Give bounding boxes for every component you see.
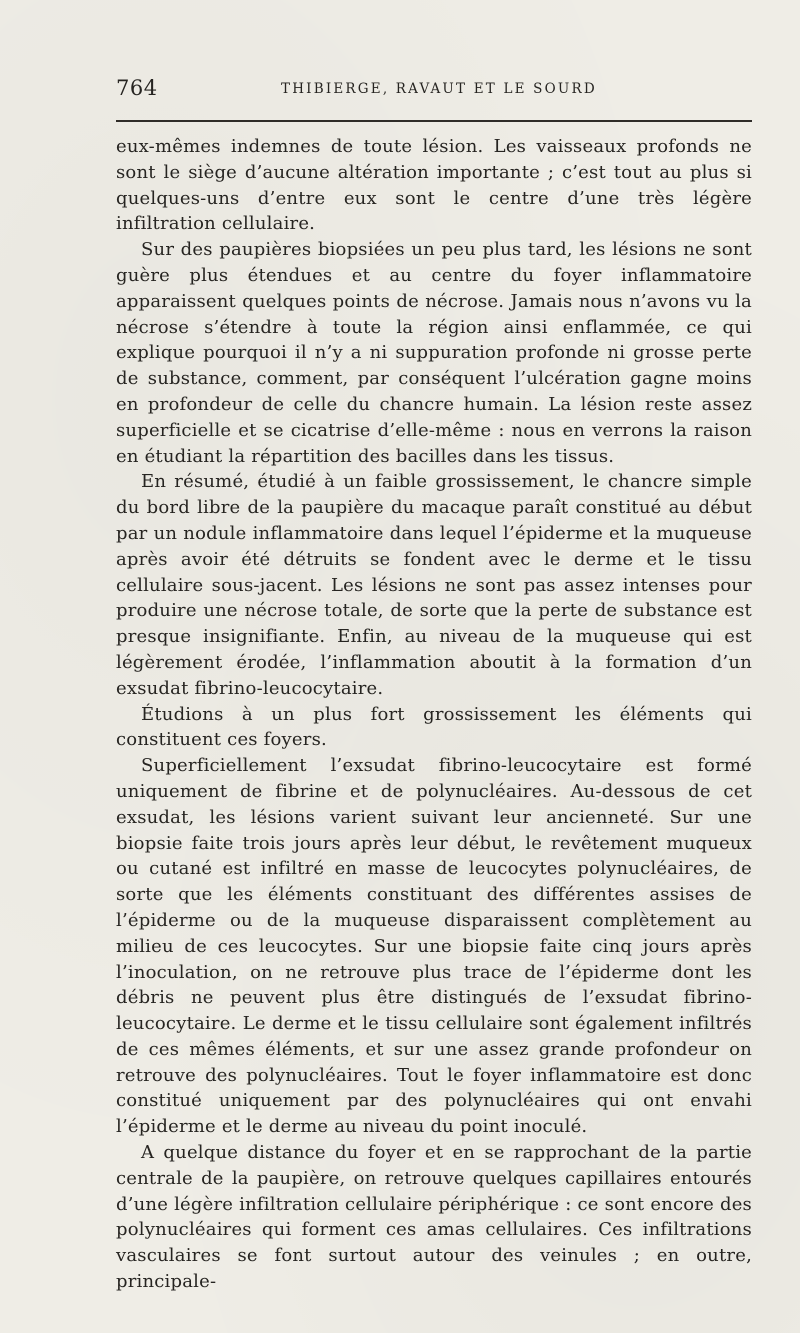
body-text — [116, 134, 752, 1295]
paragraph: En résumé, étudié à un faible grossissement, le chancre simple du bord libre de la paupière du macaque paraît constitué au début par un nodule inflammatoire dans lequel l’épiderme et la muqueuse après avoir été détruits se fondent avec le derme et le tissu cellulaire sous-jacent. Les lésions ne sont pas assez intenses pour produire une nécrose totale, de sorte que la perte de substance est presque insignifiante. Enfin, au niveau de la muqueuse qui est légèrement érodée, l’inflammation aboutit à la formation d’un exsudat fibrino-leucocytaire. — [116, 471, 752, 699]
paragraph: Superficiellement l’exsudat fibrino-leucocytaire est formé uniquement de fibrine et de polynucléaires. Au-dessous de cet exsudat, les lésions varient suivant leur ancienneté. Sur une biopsie faite trois jours après leur début, le revêtement muqueux ou cutané est infiltré en masse de leucocytes polynucléaires, de sorte que les éléments constituant des différentes assises de l’épiderme ou de la muqueuse disparaissent complètement au milieu de ces leucocytes. Sur une biopsie faite cinq jours après l’inoculation, on ne retrouve plus trace de l’épiderme dont les débris ne peuvent plus être distingués de l’exsudat fibrino-leucocytaire. Le derme et le tissu cellulaire sont également infiltrés de ces mêmes éléments, et sur une assez grande profondeur on retrouve des polynucléaires. Tout le foyer inflammatoire est donc constitué uniquement par des polynucléaires qui ont envahi l’épiderme et le derme au niveau du point inoculé. — [116, 755, 752, 1138]
paragraph: Sur des paupières biopsiées un peu plus tard, les lésions ne sont guère plus étendues et au centre du foyer inflammatoire apparaissent quelques points de nécrose. Jamais nous n’avons vu la nécrose s’étendre à toute la région ainsi enflammée, ce qui explique pourquoi il n’y a ni suppuration profonde ni grosse perte de substance, comment, par conséquent l’ulcération gagne moins en profondeur de celle du chancre humain. La lésion reste assez superficielle et se cicatrise d’elle-même : nous en verrons la raison en étudiant la répartition des bacilles dans les tissus. — [116, 239, 752, 467]
page-header — [116, 74, 752, 104]
paragraph: Étudions à un plus fort grossissement les éléments qui constituent ces foyers. — [116, 703, 752, 751]
header-rule — [116, 120, 752, 122]
paragraph: A quelque distance du foyer et en se rapprochant de la partie centrale de la paupière, on retrouve quelques capillaires entourés d’une légère infiltration cellulaire périphérique : ce sont encore des polynucléaires qui forment ces amas cellulaires. Ces infiltrations vasculaires se font surtout autour des veinules ; en outre, principale- — [116, 1142, 752, 1293]
page-number: 764 — [116, 76, 158, 100]
running-head: THIBIERGE, RAVAUT ET LE SOURD — [281, 81, 597, 97]
paragraph: eux-mêmes indemnes de toute lésion. Les vaisseaux profonds ne sont le siège d’aucune altération importante ; c’est tout au plus si quelques-uns d’entre eux sont le centre d’une très légère infiltration cellulaire. — [116, 136, 752, 235]
